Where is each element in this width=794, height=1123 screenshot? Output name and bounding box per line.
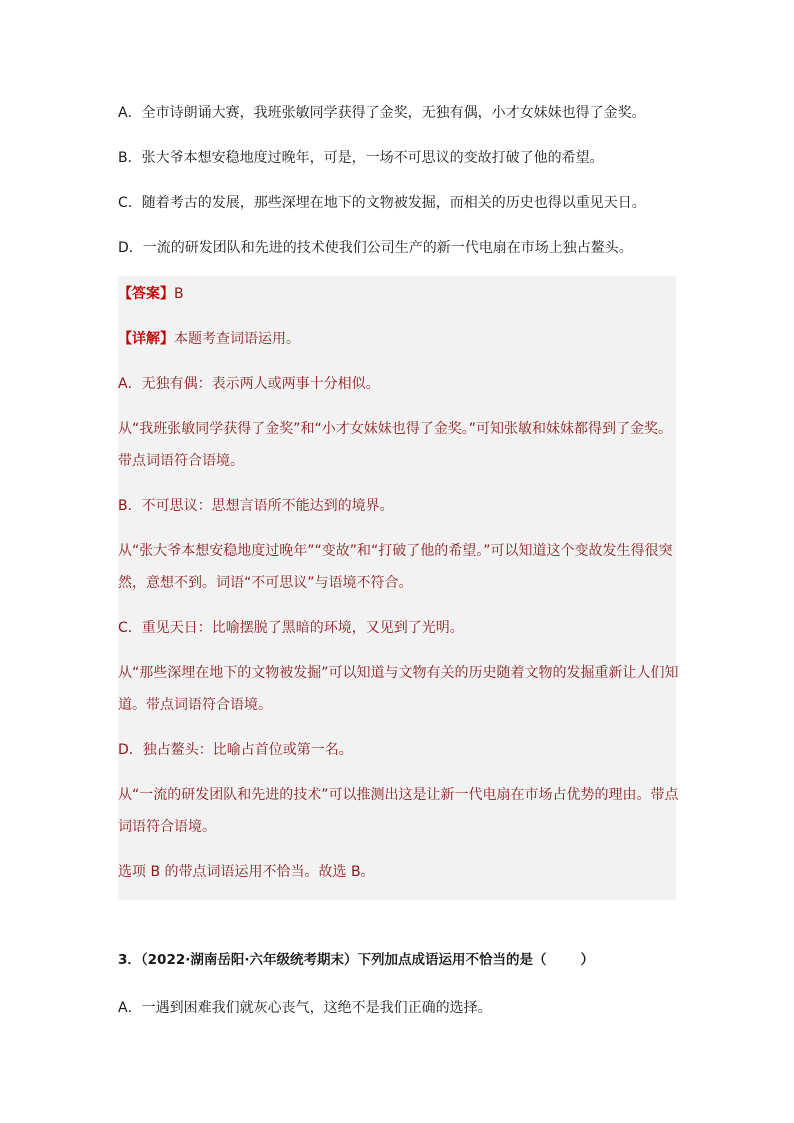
- question-close-paren: ）: [580, 952, 594, 968]
- detail-a-explanation-2: 带点词语符合语境。: [118, 453, 244, 469]
- detail-d-explanation-2: 词语符合语境。: [118, 819, 216, 835]
- detail-b-definition: B．不可思议：思想言语所不能达到的境界。: [118, 498, 394, 514]
- question-prompt: 下列加点成语运用不恰当的是（: [357, 952, 547, 968]
- answer-tag: 【答案】: [118, 286, 174, 302]
- detail-c-definition: C．重见天日：比喻摆脱了黑暗的环境，又见到了光明。: [118, 620, 464, 636]
- option-c: C．随着考古的发展，那些深埋在地下的文物被发掘，而相关的历史也得以重见天日。: [118, 195, 646, 211]
- detail-tag: 【详解】: [118, 331, 174, 347]
- detail-intro-line: [118, 327, 676, 351]
- detail-b-explanation-2: 然，意想不到。词语“不可思议”与语境不符合。: [118, 575, 413, 591]
- question-number: 3．: [118, 952, 141, 968]
- answer-value: B: [174, 286, 184, 302]
- detail-b-explanation-1: 从“张大爷本想安稳地度过晚年”“变故”和“打破了他的希望。”可以知道这个变故发生得很突: [118, 543, 673, 559]
- question-3-option-a: A．一遇到困难我们就灰心丧气，这绝不是我们正确的选择。: [118, 1000, 492, 1016]
- detail-conclusion: 选项 B 的带点词语运用不恰当。故选 B。: [118, 864, 375, 880]
- question-source: （2022·湖南岳阳·六年级统考期末）: [140, 952, 358, 968]
- option-b: B．张大爷本想安稳地度过晚年，可是，一场不可思议的变故打破了他的希望。: [118, 150, 604, 166]
- detail-a-definition: A．无独有偶：表示两人或两事十分相似。: [118, 376, 380, 392]
- detail-d-definition: D．独占鳌头：比喻占首位或第一名。: [118, 742, 353, 758]
- detail-d-explanation-1: 从“一流的研发团队和先进的技术”可以推测出这是让新一代电扇在市场占优势的理由。带点: [118, 787, 679, 803]
- detail-a-explanation-1: 从“我班张敏同学获得了金奖”和“小才女妹妹也得了金奖。”可知张敏和妹妹都得到了金奖。: [118, 421, 673, 437]
- detail-intro: 本题考查词语运用。: [174, 331, 300, 347]
- option-a: A．全市诗朗诵大赛，我班张敏同学获得了金奖，无独有偶，小才女妹妹也得了金奖。: [118, 105, 646, 121]
- detail-c-explanation-1: 从“那些深埋在地下的文物被发掘”可以知道与文物有关的历史随着文物的发掘重新让人们知: [118, 665, 679, 681]
- question-3-heading: [118, 950, 594, 970]
- option-d: D．一流的研发团队和先进的技术使我们公司生产的新一代电扇在市场上独占鳌头。: [118, 240, 633, 256]
- answer-line: [118, 282, 676, 306]
- detail-c-explanation-2: 道。带点词语符合语境。: [118, 697, 272, 713]
